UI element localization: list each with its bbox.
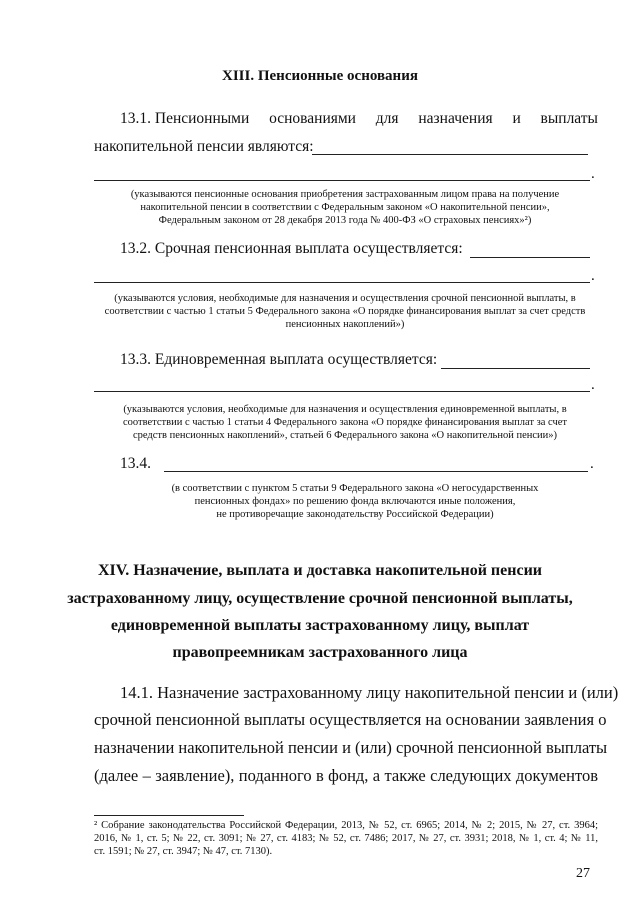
clause-13-2-note: (указываются условия, необходимые для назначения и осуществления срочной пенсионной выплаты, в соответствии с частью 1 статьи 5 Федерального закона «О порядке финансирования выплат за счет средств пенсионных накоплений») bbox=[104, 293, 586, 330]
clause-13-1-line-2: накопительной пенсии являются: bbox=[94, 138, 314, 155]
word: и bbox=[512, 110, 521, 127]
clause-14-1-line-3: назначении накопительной пенсии и (или) срочной пенсионной выплаты bbox=[94, 738, 608, 757]
clause-13-2: 13.2. Срочная пенсионная выплата осуществляется: bbox=[120, 240, 463, 257]
clause-13-1-note: (указываются пенсионные основания приобретения застрахованным лицом права на получение накопительной пенсии в соответствии с Федеральным законом «О накопительной пенсии», Федеральным законом от 28 декабря 2013 года № 400-ФЗ «О страховых пенсиях»²) bbox=[130, 189, 560, 226]
clause-14-1-line-4: (далее – заявление), поданного в фонд, а также следующих документов bbox=[94, 766, 598, 785]
blank-line bbox=[94, 282, 590, 283]
word: выплаты bbox=[540, 110, 598, 127]
footnote-separator bbox=[94, 815, 244, 816]
clause-13-4: 13.4. bbox=[120, 455, 151, 472]
section-13-title: XIII. Пенсионные основания bbox=[222, 68, 418, 84]
section-14-title-line-1: XIV. Назначение, выплата и доставка накопительной пенсии bbox=[97, 562, 543, 579]
blank-line bbox=[164, 471, 588, 472]
clause-14-1-line-2: срочной пенсионной выплаты осуществляется на основании заявления о bbox=[94, 710, 607, 729]
clause-14-1-line-1: 14.1. Назначение застрахованному лицу накопительной пенсии и (или) bbox=[120, 683, 619, 702]
line-end-period: . bbox=[591, 377, 595, 393]
clause-13-4-note: (в соответствии с пунктом 5 статьи 9 Федерального закона «О негосударственных пенсионных фондах» по решению фонда включаются иные положения, не противоречащие законодательству Российской Федерации) bbox=[171, 483, 539, 520]
blank-line bbox=[94, 180, 590, 181]
page-number: 27 bbox=[576, 866, 590, 881]
word: 13.1. Пенсионными bbox=[120, 110, 250, 127]
line-end-period: . bbox=[591, 166, 595, 182]
section-14-title-line-2: застрахованному лицу, осуществление срочной пенсионной выплаты, bbox=[67, 590, 573, 607]
clause-13-3: 13.3. Единовременная выплата осуществляется: bbox=[120, 351, 438, 368]
blank-line bbox=[470, 257, 590, 258]
blank-line bbox=[94, 391, 590, 392]
line-end-period: . bbox=[591, 268, 595, 284]
section-14-title-line-3: единовременной выплаты застрахованному лицу, выплат bbox=[110, 617, 530, 634]
section-14-title-line-4: правопреемникам застрахованного лица bbox=[172, 644, 468, 661]
blank-line bbox=[312, 154, 588, 155]
line-end-period: . bbox=[590, 456, 594, 472]
word: для bbox=[375, 110, 399, 127]
word: основаниями bbox=[269, 110, 356, 127]
clause-13-1-line-1 bbox=[120, 110, 598, 128]
clause-13-3-note: (указываются условия, необходимые для назначения и осуществления единовременной выплаты, в соответствии с частью 1 статьи 4 Федерального закона «О порядке финансирования выплат за счет средств пенсионных накоплений», статьей 6 Федерального закона «О накопительной пенсии») bbox=[122, 404, 568, 441]
blank-line bbox=[441, 368, 590, 369]
word: назначения bbox=[418, 110, 493, 127]
footnote: ² Собрание законодательства Российской Федерации, 2013, № 52, ст. 6965; 2014, № 2; 2015, № 27, ст. 3964; 2016, № 1, ст. 5; № 22, ст. 3091; № 27, ст. 4183; № 52, ст. 7486; 2017, № 27, ст. 3931; 2018, № 1, ст. 4; № 11, ст. 1591; № 27, ст. 3947; № 47, ст. 7130). bbox=[94, 820, 598, 857]
